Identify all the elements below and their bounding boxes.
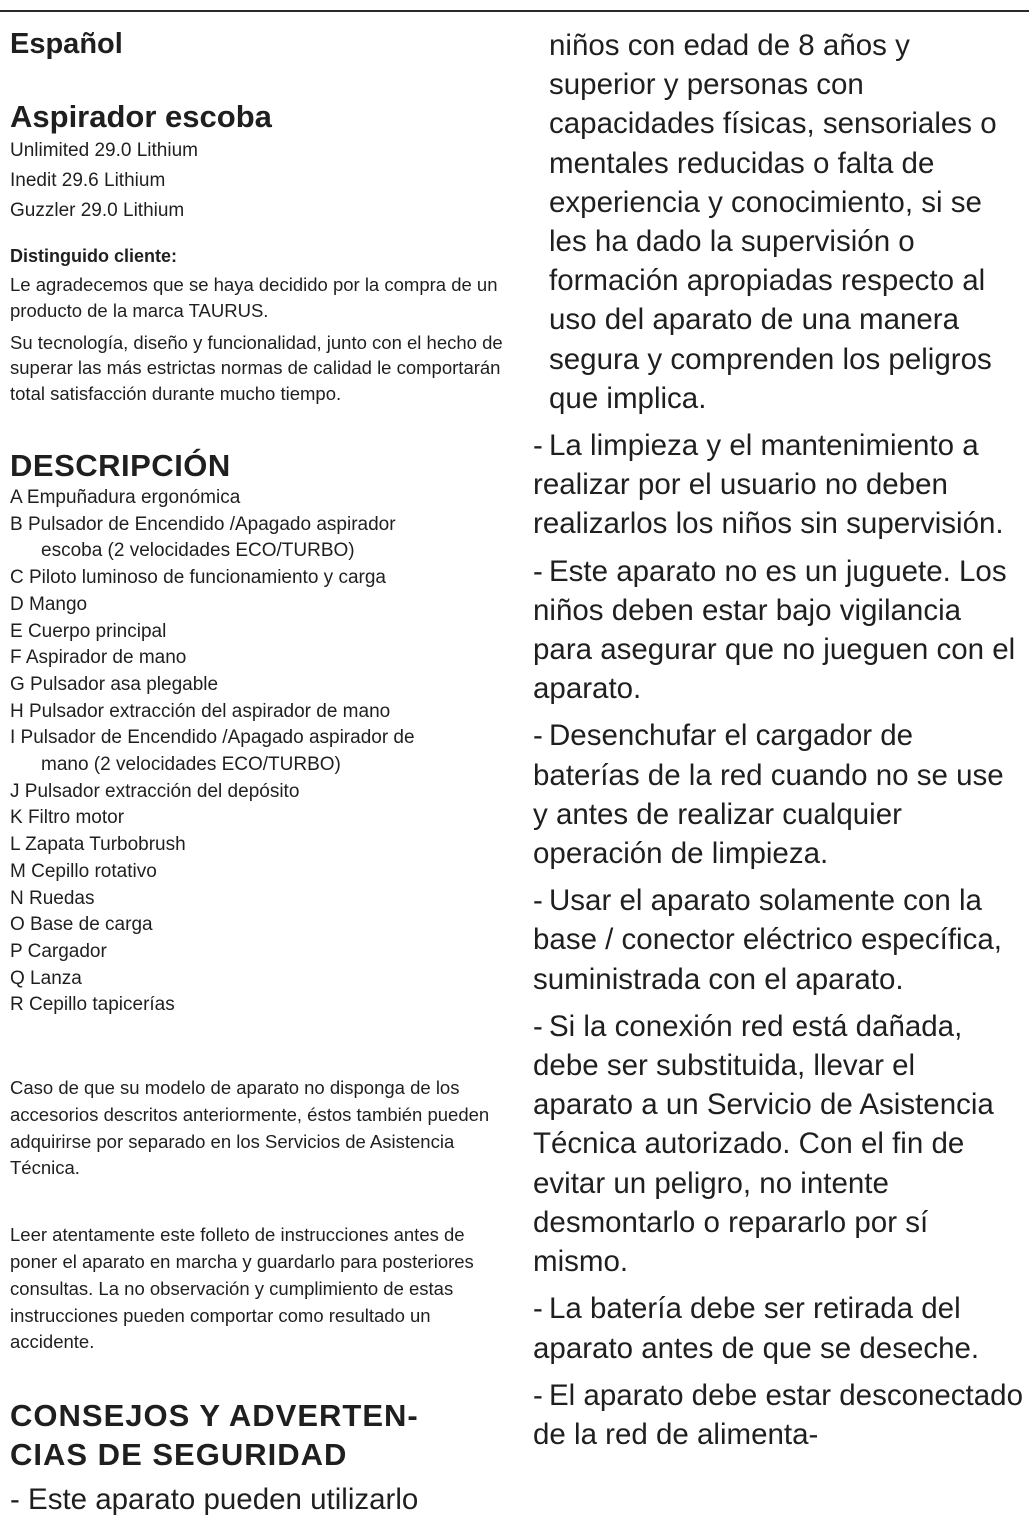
parts-list-item: [10, 592, 505, 619]
parts-list-item-continuation: mano (2 velocidades ECO/TURBO): [41, 754, 341, 776]
parts-list-item-label: H Pulsador extracción del aspirador de mano: [10, 700, 391, 722]
parts-list-item: [10, 565, 505, 592]
model-name: Guzzler 29.0 Lithium: [10, 200, 185, 221]
parts-list-item-label: D Mango: [10, 593, 88, 615]
safety-item-text: Desenchufar el cargador de baterías de la red cuando no se use y antes de realizar cualquier operación de limpieza.: [533, 719, 1004, 871]
safety-item: - Usar el aparato solamente con la base / conector eléctrico específica, suministrada con el aparato.: [533, 884, 1002, 996]
safety-item-text: Usar el aparato solamente con la base / conector eléctrico específica, suministrada con el aparato.: [533, 884, 1002, 996]
parts-list-item: [10, 645, 505, 672]
safety-item-text: Este aparato no es un juguete. Los niños deben estar bajo vigilancia para asegurar que no jueguen con el aparato.: [533, 554, 1016, 706]
parts-list-item-label: O Base de carga: [10, 914, 153, 936]
safety-item-text: niños con edad de 8 años y superior y personas con capacidades físicas, sensoriales o mentales reducidas o falta de experiencia y conocimiento, si se les ha dado la supervisión o formación apropiadas respecto al uso del aparato de una manera segura y comprenden los peligros que implica.: [549, 29, 997, 415]
safety-item: - La limpieza y el mantenimiento a realizar por el usuario no deben realizarlos los niños sin supervisión.: [533, 429, 1004, 541]
parts-list-item: [10, 992, 505, 1019]
parts-list-item-label: Q Lanza: [10, 967, 82, 989]
safety-heading-line2: CIAS DE SEGURIDAD: [10, 1437, 348, 1473]
parts-list-item-label: E Cuerpo principal: [10, 620, 167, 642]
safety-heading-line1: CONSEJOS Y ADVERTEN-: [10, 1398, 419, 1434]
read-instructions-note: Leer atentamente este folleto de instrucciones antes de poner el aparato en marcha y guardarlo para posteriores consultas. La no observación y cumplimiento de estas instrucciones pueden comportar como resultado un accidente.: [10, 1224, 474, 1353]
parts-list-item: [10, 725, 505, 778]
description-heading: DESCRIPCIÓN: [10, 447, 231, 483]
safety-item: - Desenchufar el cargador de baterías de la red cuando no se use y antes de realizar cualquier operación de limpieza.: [533, 719, 1004, 871]
parts-list-item-label: J Pulsador extracción del depósito: [10, 780, 300, 802]
model-name: Inedit 29.6 Lithium: [10, 170, 166, 191]
parts-list-item: [10, 832, 505, 859]
greeting-paragraph: Le agradecemos que se haya decidido por la compra de un producto de la marca TAURUS.: [10, 274, 498, 321]
parts-list-item-label: G Pulsador asa plegable: [10, 673, 219, 695]
greeting-heading: Distinguido cliente:: [10, 246, 178, 266]
parts-list-item: [10, 779, 505, 806]
parts-list-item-label: N Ruedas: [10, 887, 95, 909]
top-rule: [0, 10, 1029, 12]
accessories-note: Caso de que su modelo de aparato no disponga de los accesorios descritos anteriormente, éstos también pueden adquirirse por separado en los Servicios de Asistencia Técnica.: [10, 1077, 490, 1179]
safety-item: - La batería debe ser retirada del aparato antes de que se deseche.: [533, 1292, 980, 1365]
parts-list: [10, 485, 505, 1019]
parts-list-item-label: A Empuñadura ergonómica: [10, 486, 241, 508]
parts-list-item: [10, 859, 505, 886]
parts-list-item-label: I Pulsador de Encendido /Apagado aspirador de: [10, 727, 415, 749]
safety-item-text: La batería debe ser retirada del aparato antes de que se deseche.: [533, 1292, 980, 1365]
safety-item: [533, 26, 1023, 418]
parts-list-item-label: F Aspirador de mano: [10, 647, 187, 669]
right-column-safety-list: [533, 26, 1023, 1454]
parts-list-item: [10, 886, 505, 913]
parts-list-item-label: P Cargador: [10, 940, 107, 962]
parts-list-item: [10, 485, 505, 512]
parts-list-item-label: K Filtro motor: [10, 807, 125, 829]
parts-list-item: [10, 939, 505, 966]
safety-item: - Si la conexión red está dañada, debe ser substituida, llevar el aparato a un Servicio de Asistencia Técnica autorizado. Con el fin de evitar un peligro, no intente desmontarlo o repararlo por sí mismo.: [533, 1009, 994, 1279]
parts-list-item-label: C Piloto luminoso de funcionamiento y carga: [10, 567, 386, 589]
parts-list-item-label: B Pulsador de Encendido /Apagado aspirador: [10, 513, 396, 535]
safety-first-line: - Este aparato pueden utilizarlo: [10, 1483, 419, 1517]
language-heading: Español: [10, 28, 123, 60]
parts-list-item-continuation: escoba (2 velocidades ECO/TURBO): [41, 540, 355, 562]
product-title: Aspirador escoba: [10, 99, 272, 134]
parts-list-item: [10, 512, 505, 565]
safety-item: - Este aparato no es un juguete. Los niños deben estar bajo vigilancia para asegurar que no jueguen con el aparato.: [533, 554, 1016, 706]
parts-list-item-label: R Cepillo tapicerías: [10, 994, 175, 1016]
parts-list-item-label: L Zapata Turbobrush: [10, 834, 186, 856]
parts-list-item-label: M Cepillo rotativo: [10, 860, 157, 882]
model-name: Unlimited 29.0 Lithium: [10, 140, 198, 161]
parts-list-item: [10, 672, 505, 699]
left-column: [10, 26, 505, 1519]
safety-item: - El aparato debe estar desconectado de la red de alimenta-: [533, 1378, 1023, 1451]
parts-list-item: [10, 805, 505, 832]
parts-list-item: [10, 966, 505, 993]
safety-item-text: La limpieza y el mantenimiento a realizar por el usuario no deben realizarlos los niños sin supervisión.: [533, 429, 1004, 541]
parts-list-item: [10, 699, 505, 726]
parts-list-item: [10, 912, 505, 939]
parts-list-item: [10, 619, 505, 646]
safety-item-text: El aparato debe estar desconectado de la red de alimenta-: [533, 1378, 1023, 1451]
safety-item-text: Si la conexión red está dañada, debe ser substituida, llevar el aparato a un Servicio de Asistencia Técnica autorizado. Con el fin de evitar un peligro, no intente desmontarlo o repararlo por sí mismo.: [533, 1009, 994, 1279]
greeting-paragraph: Su tecnología, diseño y funcionalidad, junto con el hecho de superar las más estrictas normas de calidad le comportarán total satisfacción durante mucho tiempo.: [10, 331, 503, 405]
